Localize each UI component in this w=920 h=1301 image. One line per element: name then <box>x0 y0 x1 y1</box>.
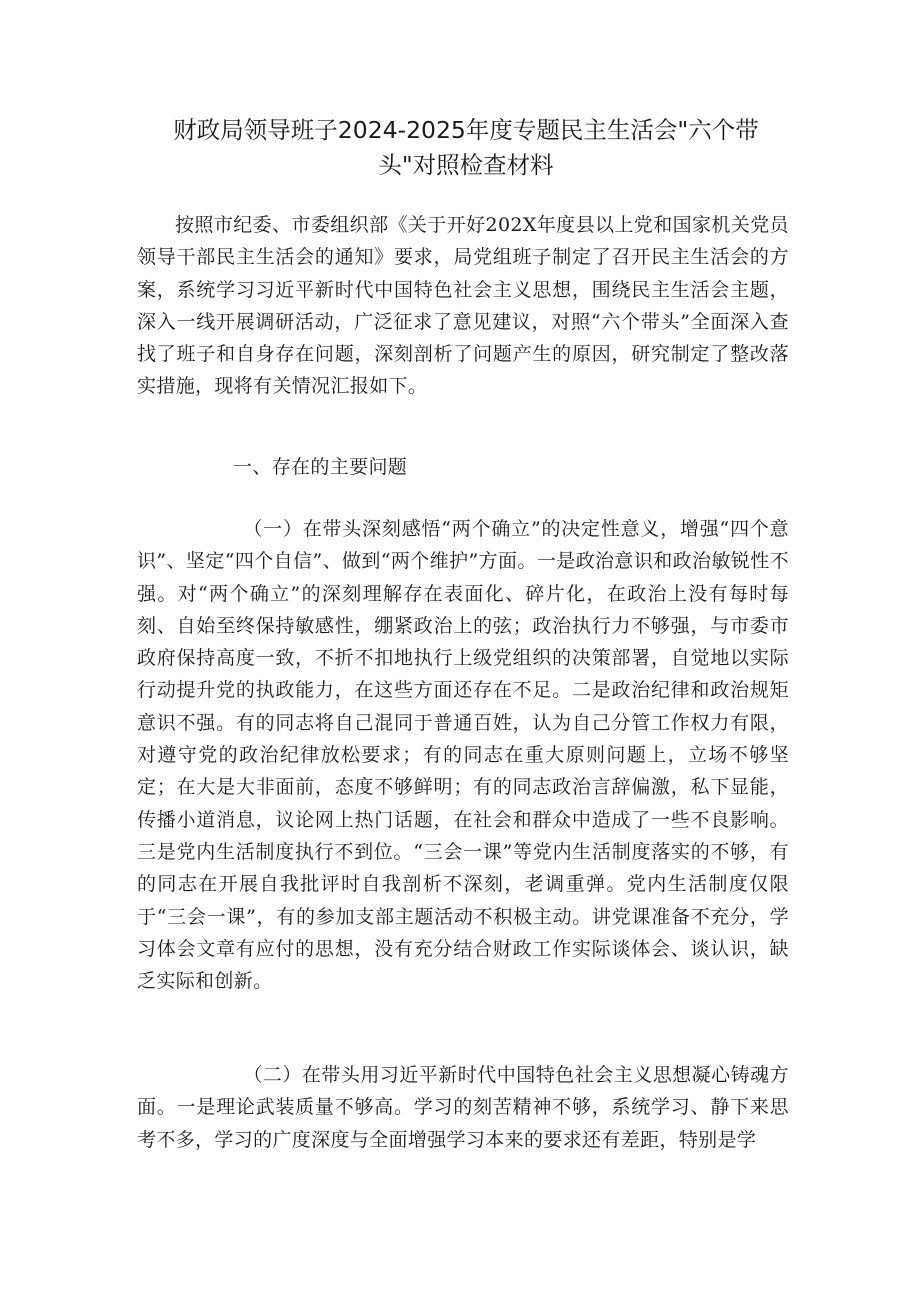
problem-item-2: （二）在带头用习近平新时代中国特色社会主义思想凝心铸魂方面。一是理论武装质量不够高。学习的刻苦精神不够，系统学习、静下来思考不多，学习的广度深度与全面增强学习本来的要求还有差距，特别是学 <box>137 1064 789 1151</box>
problem-item-1: （一）在带头深刻感悟“两个确立”的决定性意义，增强“四个意识”、坚定“四个自信”、做到“两个维护”方面。一是政治意识和政治敏锐性不强。对“两个确立”的深刻理解存在表面化、碎片化，在政治上没有每时每刻、自始至终保持敏感性，绷紧政治上的弦；政治执行力不够强，与市委市政府保持高度一致，不折不扣地执行上级党组织的决策部署，自觉地以实际行动提升党的执政能力，在这些方面还存在不足。二是政治纪律和政治规矩意识不强。有的同志将自己混同于普通百姓，认为自己分管工作权力有限，对遵守党的政治纪律放松要求；有的同志在重大原则问题上，立场不够坚定；在大是大非面前，态度不够鲜明；有的同志政治言辞偏激，私下显能，传播小道消息，议论网上热门话题，在社会和群众中造成了一些不良影响。三是党内生活制度执行不到位。“三会一课”等党内生活制度落实的不够，有的同志在开展自我批评时自我剖析不深刻，老调重弹。党内生活制度仅限于“三会一课”，有的参加支部主题活动不积极主动。讲党课准备不充分，学习体会文章有应付的思想，没有充分结合财政工作实际谈体会、谈认识，缺乏实际和创新。 <box>137 518 789 993</box>
title-line-1: 财政局领导班子2024-2025年度专题民主生活会"六个带 <box>173 116 759 144</box>
section-heading-problems: 一、存在的主要问题 <box>233 456 408 478</box>
intro-paragraph: 按照市纪委、市委组织部《关于开好202X年度县以上党和国家机关党员领导干部民主生活会的通知》要求，局党组班子制定了召开民主生活会的方案，系统学习习近平新时代中国特色社会主义思想，围绕民主生活会主题，深入一线开展调研活动，广泛征求了意见建议，对照“六个带头”全面深入查找了班子和自身存在问题，深刻剖析了问题产生的原因，研究制定了整改落实措施，现将有关情况汇报如下。 <box>137 214 789 398</box>
title-line-2: 头"对照检查材料 <box>378 151 554 179</box>
document-title <box>136 113 796 183</box>
